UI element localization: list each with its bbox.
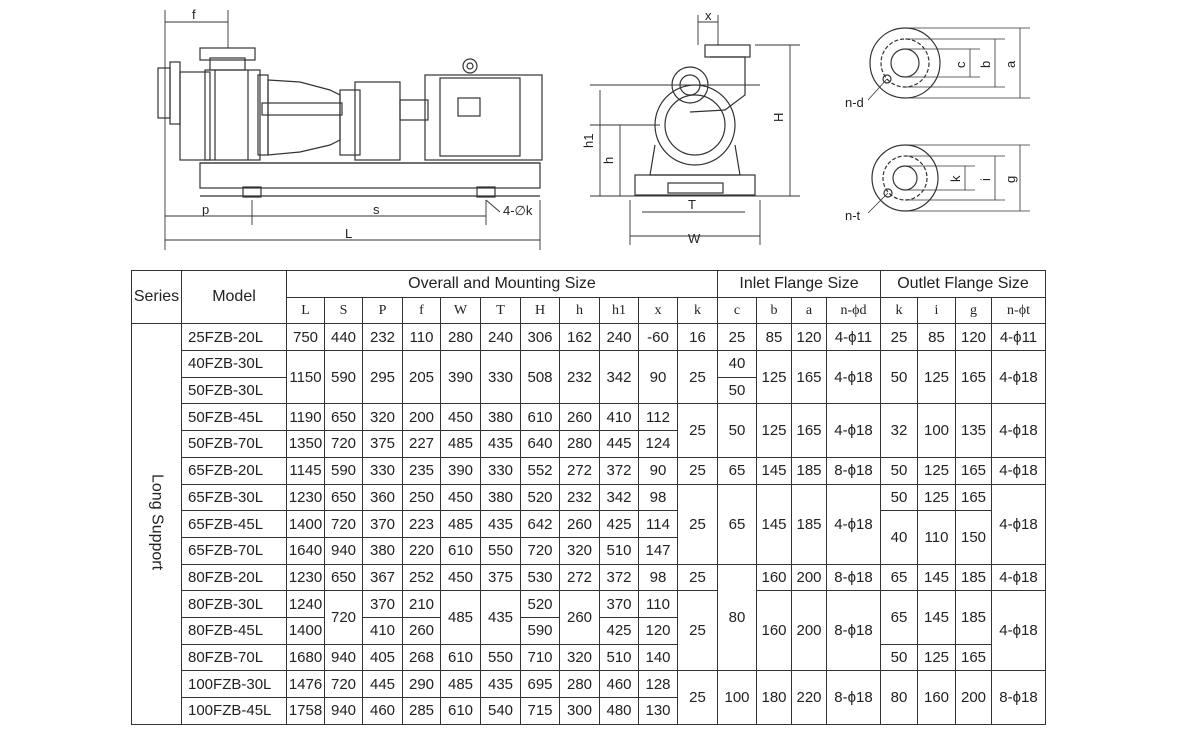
table-cell: 440 xyxy=(325,324,363,351)
series-cell xyxy=(132,324,182,724)
table-cell: 1230 xyxy=(287,564,325,591)
table-cell: 210 xyxy=(403,591,441,618)
table-cell: 50 xyxy=(881,457,918,484)
col-header: x xyxy=(639,297,678,324)
table-cell: 50 xyxy=(881,484,918,511)
table-cell: 590 xyxy=(325,351,363,404)
table-cell: 160 xyxy=(757,564,792,591)
model-cell: 100FZB-30L xyxy=(182,671,287,698)
table-cell: 98 xyxy=(639,564,678,591)
table-cell: 25 xyxy=(678,484,718,564)
table-row xyxy=(132,564,1046,591)
dim-label-T: T xyxy=(688,197,696,212)
dim-label-b: b xyxy=(978,60,993,68)
table-cell: 160 xyxy=(757,591,792,671)
table-cell: 280 xyxy=(560,671,600,698)
table-cell: 485 xyxy=(441,591,481,644)
table-cell: 372 xyxy=(600,457,639,484)
model-cell: 80FZB-45L xyxy=(182,617,287,644)
table-cell: 165 xyxy=(956,457,992,484)
table-cell: 320 xyxy=(363,404,403,431)
table-cell: 162 xyxy=(560,324,600,351)
col-header: n-ϕd xyxy=(827,297,881,324)
table-cell: 445 xyxy=(363,671,403,698)
table-cell: 120 xyxy=(956,324,992,351)
model-cell: 80FZB-20L xyxy=(182,564,287,591)
col-header: n-ϕt xyxy=(992,297,1046,324)
table-cell: 227 xyxy=(403,431,441,458)
table-cell: 40 xyxy=(881,511,918,564)
table-cell: 90 xyxy=(639,457,678,484)
dim-label-k: k xyxy=(948,175,963,182)
table-cell: 1240 xyxy=(287,591,325,618)
table-cell: 510 xyxy=(600,644,639,671)
dim-label-H: H xyxy=(771,112,786,122)
table-cell: 260 xyxy=(560,591,600,644)
table-cell: 530 xyxy=(521,564,560,591)
table-cell: 8-ϕ18 xyxy=(992,671,1046,724)
model-cell: 100FZB-45L xyxy=(182,698,287,725)
table-cell: 32 xyxy=(881,404,918,457)
table-cell: 940 xyxy=(325,644,363,671)
dim-label-c: c xyxy=(953,61,968,68)
table-cell: 390 xyxy=(441,457,481,484)
table-cell: -60 xyxy=(639,324,678,351)
table-cell: 232 xyxy=(363,324,403,351)
table-cell: 80 xyxy=(881,671,918,724)
table-cell: 128 xyxy=(639,671,678,698)
table-cell: 4-ϕ18 xyxy=(827,484,881,564)
table-cell: 50 xyxy=(718,404,757,457)
table-cell: 160 xyxy=(918,671,956,724)
dim-label-h: h xyxy=(601,156,616,164)
dim-label-i: i xyxy=(978,178,993,181)
table-cell: 220 xyxy=(792,671,827,724)
table-cell: 50 xyxy=(881,351,918,404)
table-cell: 360 xyxy=(363,484,403,511)
dim-label-f: f xyxy=(192,7,196,22)
table-cell: 1350 xyxy=(287,431,325,458)
table-cell: 223 xyxy=(403,511,441,538)
table-cell: 720 xyxy=(325,431,363,458)
model-cell: 50FZB-30L xyxy=(182,377,287,404)
model-cell: 40FZB-30L xyxy=(182,351,287,378)
table-cell: 280 xyxy=(441,324,481,351)
model-cell: 80FZB-70L xyxy=(182,644,287,671)
table-row xyxy=(132,324,1046,351)
table-cell: 25 xyxy=(718,324,757,351)
table-cell: 342 xyxy=(600,351,639,404)
model-cell: 65FZB-30L xyxy=(182,484,287,511)
table-cell: 125 xyxy=(757,351,792,404)
table-cell: 720 xyxy=(325,671,363,698)
table-cell: 1190 xyxy=(287,404,325,431)
table-cell: 610 xyxy=(441,698,481,725)
table-cell: 295 xyxy=(363,351,403,404)
table-cell: 1230 xyxy=(287,484,325,511)
table-cell: 390 xyxy=(441,351,481,404)
table-cell: 510 xyxy=(600,537,639,564)
table-cell: 940 xyxy=(325,698,363,725)
table-cell: 720 xyxy=(521,537,560,564)
pump-side-view xyxy=(158,48,542,197)
table-cell: 4-ϕ11 xyxy=(992,324,1046,351)
table-row xyxy=(132,351,1046,378)
table-cell: 300 xyxy=(560,698,600,725)
table-cell: 147 xyxy=(639,537,678,564)
table-cell: 16 xyxy=(678,324,718,351)
table-cell: 114 xyxy=(639,511,678,538)
table-cell: 220 xyxy=(403,537,441,564)
pump-front-view xyxy=(635,45,755,195)
table-cell: 150 xyxy=(956,511,992,564)
table-cell: 610 xyxy=(521,404,560,431)
table-cell: 435 xyxy=(481,591,521,644)
table-cell: 320 xyxy=(560,537,600,564)
table-cell: 367 xyxy=(363,564,403,591)
header-series: Series xyxy=(132,271,182,324)
series-label: Long Support xyxy=(148,473,166,571)
table-cell: 232 xyxy=(560,484,600,511)
table-cell: 4-ϕ18 xyxy=(992,404,1046,457)
table-cell: 640 xyxy=(521,431,560,458)
table-cell: 120 xyxy=(639,617,678,644)
table-cell: 445 xyxy=(600,431,639,458)
table-cell: 200 xyxy=(956,671,992,724)
table-cell: 65 xyxy=(718,484,757,564)
table-cell: 380 xyxy=(481,484,521,511)
table-cell: 100 xyxy=(918,404,956,457)
table-cell: 642 xyxy=(521,511,560,538)
table-cell: 260 xyxy=(560,511,600,538)
model-cell: 65FZB-20L xyxy=(182,457,287,484)
table-cell: 98 xyxy=(639,484,678,511)
col-header: i xyxy=(918,297,956,324)
table-cell: 460 xyxy=(363,698,403,725)
col-header: h xyxy=(560,297,600,324)
table-cell: 550 xyxy=(481,644,521,671)
table-cell: 65 xyxy=(718,457,757,484)
dim-label-bolt: 4-∅k xyxy=(503,203,533,218)
table-cell: 410 xyxy=(363,617,403,644)
table-cell: 405 xyxy=(363,644,403,671)
table-cell: 85 xyxy=(757,324,792,351)
table-cell: 550 xyxy=(481,537,521,564)
col-header: g xyxy=(956,297,992,324)
table-cell: 110 xyxy=(403,324,441,351)
table-cell: 540 xyxy=(481,698,521,725)
col-header: S xyxy=(325,297,363,324)
table-cell: 50 xyxy=(881,644,918,671)
table-cell: 125 xyxy=(918,351,956,404)
table-row xyxy=(132,484,1046,511)
table-cell: 450 xyxy=(441,404,481,431)
table-cell: 485 xyxy=(441,511,481,538)
table-cell: 1680 xyxy=(287,644,325,671)
col-header: a xyxy=(792,297,827,324)
model-cell: 65FZB-45L xyxy=(182,511,287,538)
table-cell: 205 xyxy=(403,351,441,404)
table-cell: 100 xyxy=(718,671,757,724)
dim-label-a: a xyxy=(1003,60,1018,68)
table-cell: 710 xyxy=(521,644,560,671)
table-cell: 480 xyxy=(600,698,639,725)
table-cell: 145 xyxy=(918,564,956,591)
table-cell: 200 xyxy=(403,404,441,431)
table-cell: 4-ϕ18 xyxy=(827,404,881,457)
table-row xyxy=(132,404,1046,431)
table-cell: 135 xyxy=(956,404,992,457)
table-cell: 200 xyxy=(792,564,827,591)
table-cell: 1758 xyxy=(287,698,325,725)
table-cell: 165 xyxy=(792,351,827,404)
table-cell: 260 xyxy=(403,617,441,644)
col-header: f xyxy=(403,297,441,324)
table-row xyxy=(132,457,1046,484)
table-cell: 435 xyxy=(481,671,521,698)
table-cell: 1640 xyxy=(287,537,325,564)
table-cell: 1400 xyxy=(287,511,325,538)
table-cell: 90 xyxy=(639,351,678,404)
table-cell: 80 xyxy=(718,564,757,671)
table-cell: 375 xyxy=(481,564,521,591)
table-cell: 435 xyxy=(481,511,521,538)
table-cell: 720 xyxy=(325,591,363,644)
table-cell: 380 xyxy=(363,537,403,564)
table-cell: 330 xyxy=(363,457,403,484)
table-cell: 25 xyxy=(881,324,918,351)
table-cell: 252 xyxy=(403,564,441,591)
table-cell: 695 xyxy=(521,671,560,698)
col-header: T xyxy=(481,297,521,324)
table-cell: 145 xyxy=(918,591,956,644)
model-cell: 65FZB-70L xyxy=(182,537,287,564)
table-cell: 145 xyxy=(757,484,792,564)
table-cell: 425 xyxy=(600,617,639,644)
header-outlet-flange: Outlet Flange Size xyxy=(881,271,1046,298)
table-cell: 165 xyxy=(956,351,992,404)
dim-label-nt: n-t xyxy=(845,208,861,223)
table-cell: 8-ϕ18 xyxy=(827,671,881,724)
col-header: W xyxy=(441,297,481,324)
table-cell: 1150 xyxy=(287,351,325,404)
dim-label-L: L xyxy=(345,226,353,241)
table-cell: 165 xyxy=(956,644,992,671)
table-cell: 125 xyxy=(918,644,956,671)
dim-label-g: g xyxy=(1003,175,1018,183)
table-cell: 330 xyxy=(481,457,521,484)
table-cell: 610 xyxy=(441,537,481,564)
table-cell: 145 xyxy=(757,457,792,484)
table-cell: 375 xyxy=(363,431,403,458)
table-cell: 4-ϕ18 xyxy=(992,564,1046,591)
table-cell: 4-ϕ18 xyxy=(827,351,881,404)
header-inlet-flange: Inlet Flange Size xyxy=(718,271,881,298)
table-cell: 610 xyxy=(441,644,481,671)
table-cell: 180 xyxy=(757,671,792,724)
table-cell: 290 xyxy=(403,671,441,698)
table-cell: 750 xyxy=(287,324,325,351)
table-cell: 940 xyxy=(325,537,363,564)
table-row xyxy=(132,671,1046,698)
table-cell: 120 xyxy=(792,324,827,351)
model-cell: 50FZB-45L xyxy=(182,404,287,431)
table-cell: 1145 xyxy=(287,457,325,484)
table-cell: 485 xyxy=(441,431,481,458)
table-cell: 185 xyxy=(956,564,992,591)
table-cell: 370 xyxy=(363,511,403,538)
table-cell: 425 xyxy=(600,511,639,538)
table-cell: 235 xyxy=(403,457,441,484)
table-cell: 185 xyxy=(956,591,992,644)
dim-label-h1: h1 xyxy=(581,133,596,148)
table-cell: 485 xyxy=(441,671,481,698)
table-row xyxy=(132,644,1046,671)
table-cell: 590 xyxy=(325,457,363,484)
table-cell: 124 xyxy=(639,431,678,458)
table-cell: 140 xyxy=(639,644,678,671)
table-cell: 272 xyxy=(560,457,600,484)
dim-label-p: p xyxy=(202,202,210,217)
table-cell: 450 xyxy=(441,564,481,591)
table-cell: 410 xyxy=(600,404,639,431)
table-cell: 285 xyxy=(403,698,441,725)
table-cell: 1400 xyxy=(287,617,325,644)
table-cell: 25 xyxy=(678,591,718,671)
table-cell: 25 xyxy=(678,564,718,591)
col-header: k xyxy=(678,297,718,324)
table-cell: 260 xyxy=(560,404,600,431)
header-overall-size: Overall and Mounting Size xyxy=(287,271,718,298)
table-cell: 508 xyxy=(521,351,560,404)
table-cell: 720 xyxy=(325,511,363,538)
table-cell: 330 xyxy=(481,351,521,404)
table-cell: 650 xyxy=(325,484,363,511)
col-header: c xyxy=(718,297,757,324)
col-header: H xyxy=(521,297,560,324)
table-cell: 232 xyxy=(560,351,600,404)
model-cell: 50FZB-70L xyxy=(182,431,287,458)
table-cell: 125 xyxy=(757,404,792,457)
table-cell: 200 xyxy=(792,591,827,671)
table-cell: 165 xyxy=(792,404,827,457)
col-header: h1 xyxy=(600,297,639,324)
dim-label-nd: n-d xyxy=(845,95,864,110)
table-cell: 4-ϕ18 xyxy=(992,457,1046,484)
col-header: k xyxy=(881,297,918,324)
table-cell: 520 xyxy=(521,591,560,618)
table-cell: 85 xyxy=(918,324,956,351)
table-cell: 306 xyxy=(521,324,560,351)
table-cell: 110 xyxy=(639,591,678,618)
dim-label-x: x xyxy=(705,8,712,23)
table-cell: 435 xyxy=(481,431,521,458)
model-cell: 80FZB-30L xyxy=(182,591,287,618)
header-model: Model xyxy=(182,271,287,324)
table-cell: 25 xyxy=(678,404,718,457)
table-cell: 590 xyxy=(521,617,560,644)
table-cell: 320 xyxy=(560,644,600,671)
table-cell: 650 xyxy=(325,404,363,431)
table-cell: 240 xyxy=(600,324,639,351)
table-row xyxy=(132,591,1046,618)
table-cell: 65 xyxy=(881,564,918,591)
table-cell: 372 xyxy=(600,564,639,591)
table-cell: 520 xyxy=(521,484,560,511)
dim-label-W: W xyxy=(688,231,701,246)
table-cell: 185 xyxy=(792,457,827,484)
table-cell: 130 xyxy=(639,698,678,725)
table-cell: 25 xyxy=(678,351,718,404)
table-cell: 4-ϕ18 xyxy=(992,351,1046,404)
table-cell: 8-ϕ18 xyxy=(827,564,881,591)
table-cell: 240 xyxy=(481,324,521,351)
table-cell: 165 xyxy=(956,484,992,511)
table-cell: 715 xyxy=(521,698,560,725)
pump-dimension-drawings xyxy=(0,0,1194,268)
col-header: P xyxy=(363,297,403,324)
table-cell: 280 xyxy=(560,431,600,458)
table-cell: 112 xyxy=(639,404,678,431)
table-cell: 268 xyxy=(403,644,441,671)
table-cell: 650 xyxy=(325,564,363,591)
table-cell: 342 xyxy=(600,484,639,511)
dim-label-s: s xyxy=(373,202,380,217)
table-cell: 380 xyxy=(481,404,521,431)
table-cell: 552 xyxy=(521,457,560,484)
table-cell: 50 xyxy=(718,377,757,404)
table-cell: 25 xyxy=(678,457,718,484)
table-cell: 125 xyxy=(918,484,956,511)
table-cell: 65 xyxy=(881,591,918,644)
table-cell: 40 xyxy=(718,351,757,378)
table-cell: 125 xyxy=(918,457,956,484)
table-cell: 110 xyxy=(918,511,956,564)
table-cell: 370 xyxy=(600,591,639,618)
col-header: L xyxy=(287,297,325,324)
table-cell: 4-ϕ11 xyxy=(827,324,881,351)
table-cell: 8-ϕ18 xyxy=(827,457,881,484)
table-cell: 1476 xyxy=(287,671,325,698)
table-cell: 25 xyxy=(678,671,718,724)
table-cell: 8-ϕ18 xyxy=(827,591,881,671)
model-cell: 25FZB-20L xyxy=(182,324,287,351)
table-cell: 4-ϕ18 xyxy=(992,484,1046,564)
pump-spec-table xyxy=(131,270,1046,725)
table-row xyxy=(132,511,1046,538)
table-cell: 370 xyxy=(363,591,403,618)
table-cell: 450 xyxy=(441,484,481,511)
table-cell: 460 xyxy=(600,671,639,698)
table-cell: 250 xyxy=(403,484,441,511)
table-cell: 185 xyxy=(792,484,827,564)
col-header: b xyxy=(757,297,792,324)
table-cell: 272 xyxy=(560,564,600,591)
table-cell: 4-ϕ18 xyxy=(992,591,1046,671)
